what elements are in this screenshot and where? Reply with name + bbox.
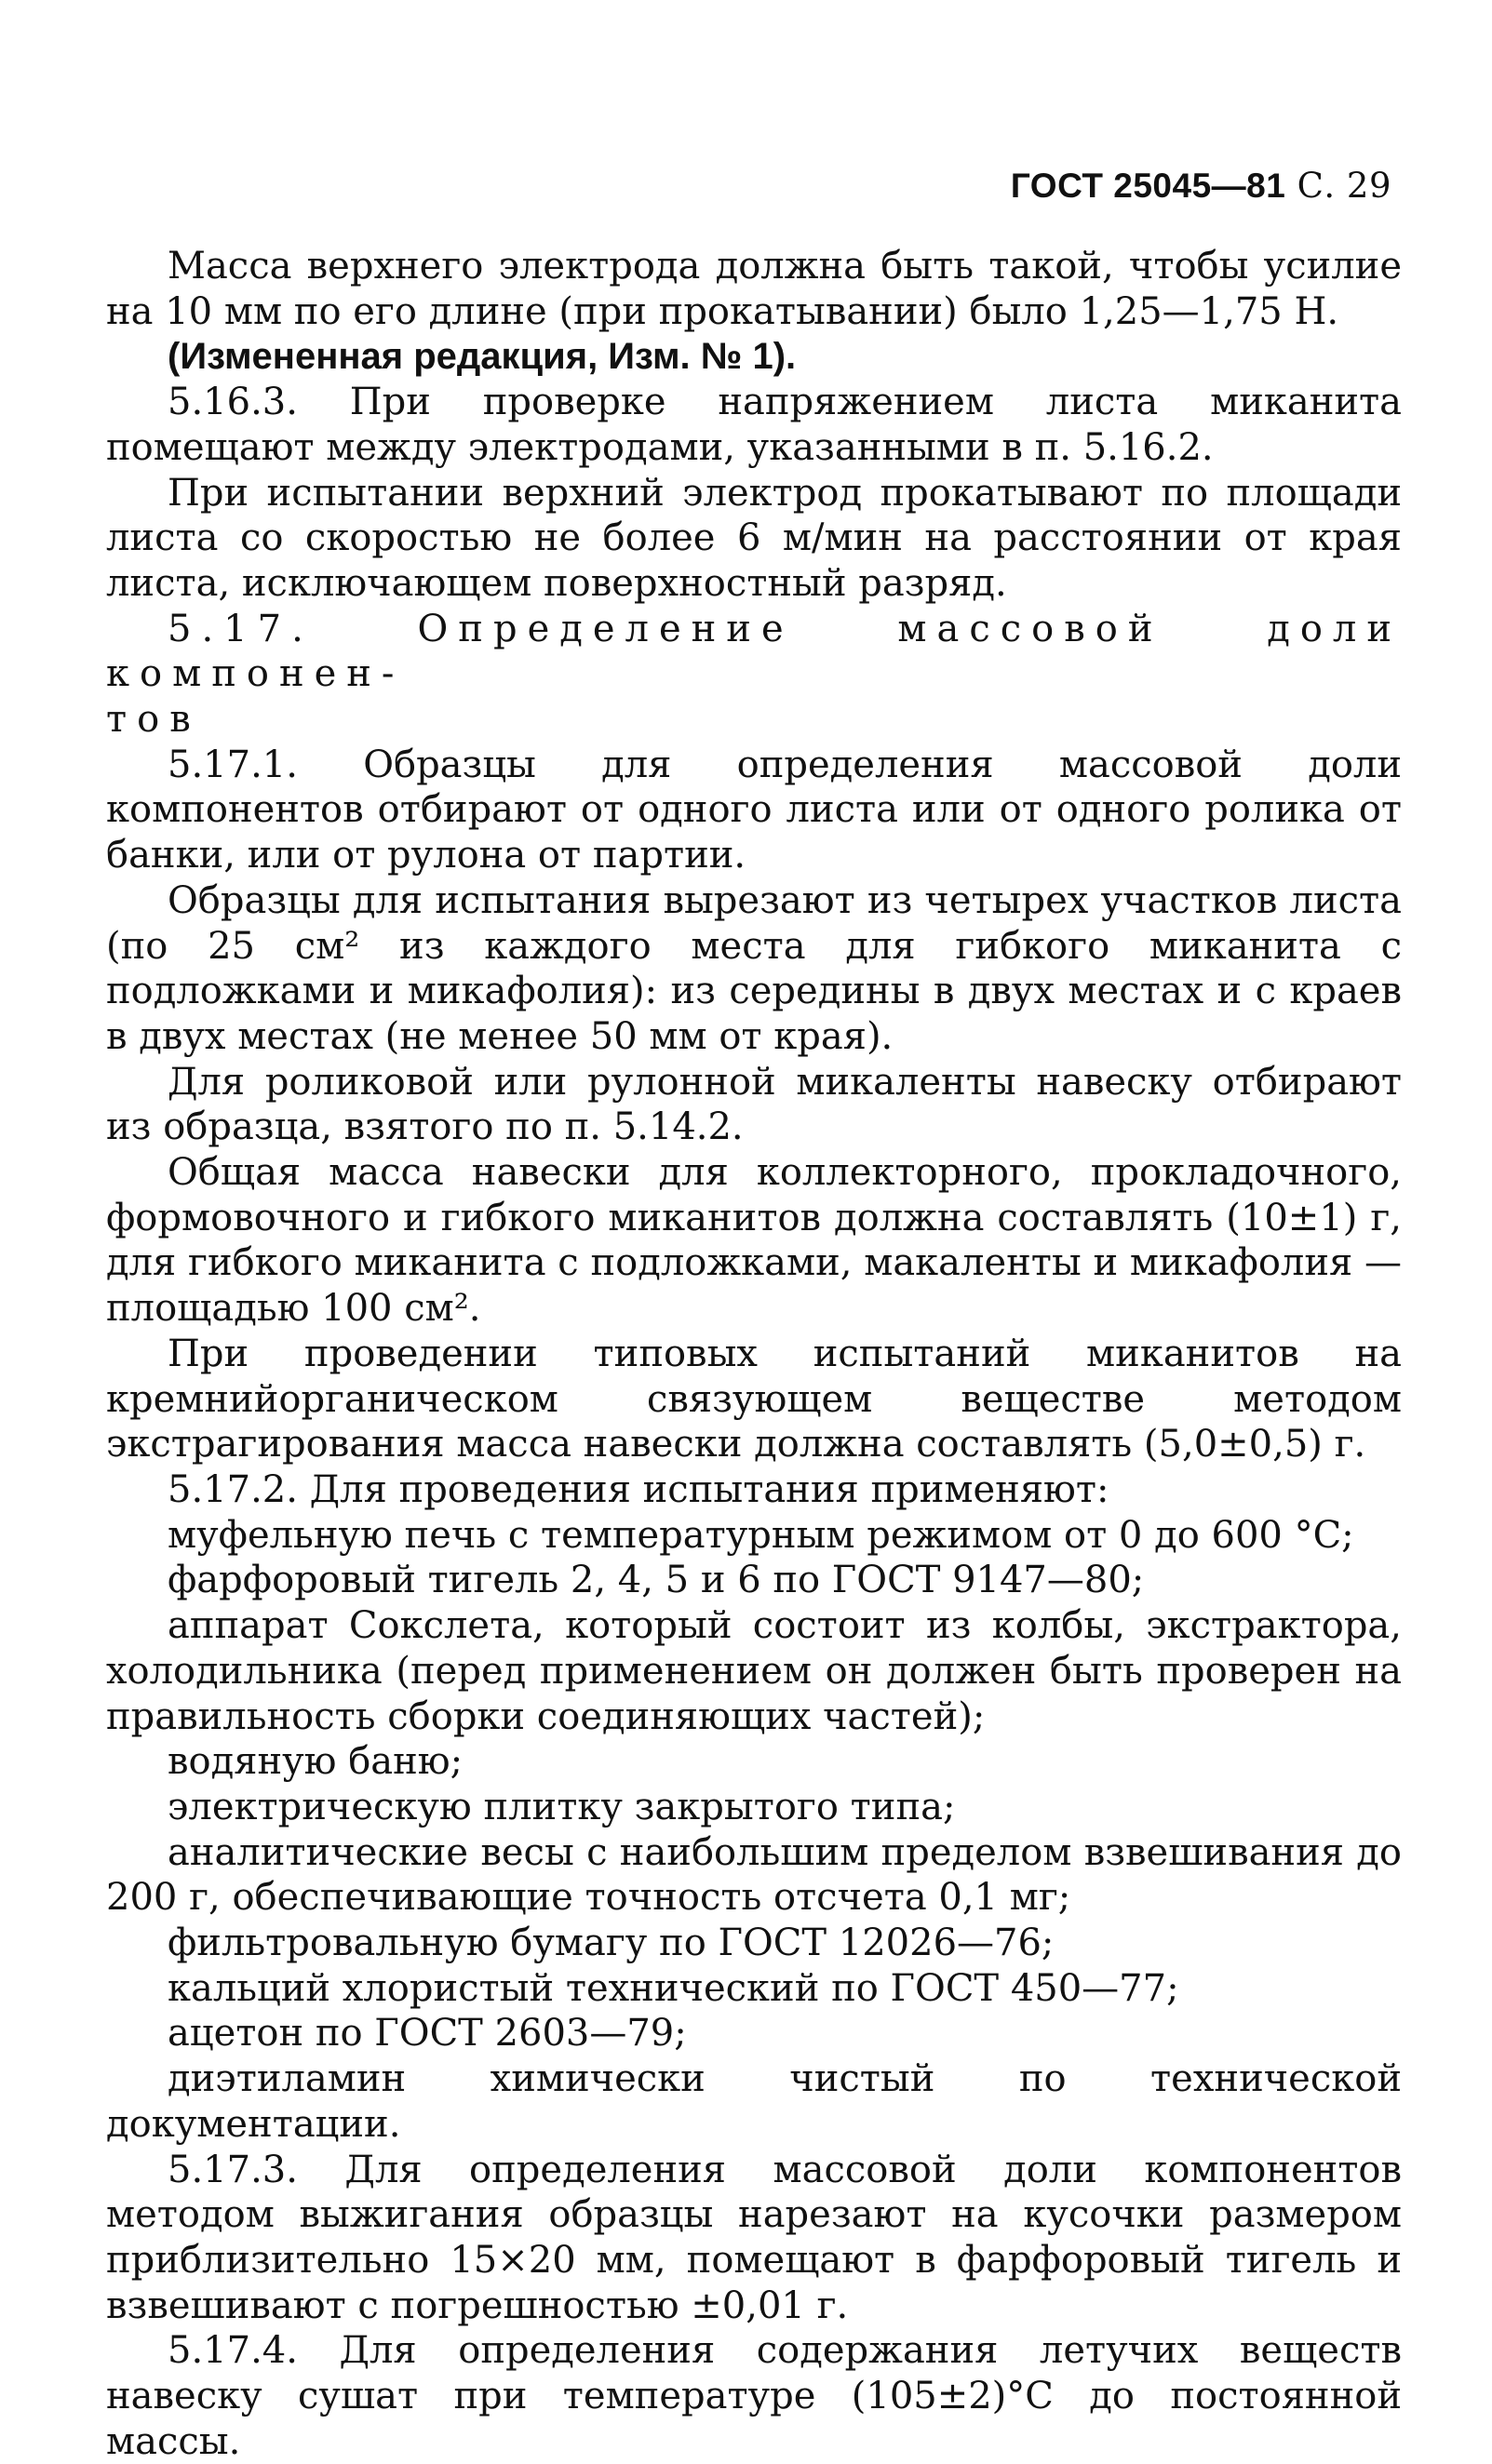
list-item: кальций хлористый технический по ГОСТ 450—77; <box>168 1966 1179 2010</box>
paragraph: При испытании верхний электрод прокатывают по площади листа со скоростью не более 6 м/мин на расстоянии от края листа, исключающем поверхностный разряд. <box>106 471 1402 605</box>
paragraph: Масса верхнего электрода должна быть такой, чтобы усилие на 10 мм по его длине (при прокатывании) было 1,25—1,75 Н. <box>106 245 1402 333</box>
clause-5-17-4: 5.17.4. Для определения содержания летучих веществ навеску сушат при температуре (105±2)°С до постоянной массы. <box>106 2329 1402 2463</box>
page-header <box>1011 166 1391 206</box>
list-item: фильтровальную бумагу по ГОСТ 12026—76; <box>168 1922 1055 1965</box>
list-item: фарфоровый тигель 2, 4, 5 и 6 по ГОСТ 9147—80; <box>168 1559 1145 1602</box>
section-heading-5-17-cont: тов <box>106 698 201 742</box>
amendment-note: (Измененная редакция, Изм. № 1). <box>168 336 797 378</box>
clause-5-17-1: 5.17.1. Образцы для определения массовой доли компонентов отбирают от одного листа или от одного ролика от банки, или от рулона от партии. <box>106 743 1402 877</box>
list-item: аппарат Сокслета, который состоит из колбы, экстрактора, холодильника (перед применением он должен быть проверен на правильность сборки соединяющих частей); <box>106 1604 1402 1738</box>
list-item: аналитические весы с наибольшим пределом взвешивания до 200 г, обеспечивающие точность отсчета 0,1 мг; <box>106 1830 1402 1920</box>
document-body <box>106 244 1402 2464</box>
clause-5-17-3: 5.17.3. Для определения массовой доли компонентов методом выжигания образцы нарезают на кусочки размером приблизительно 15×20 мм, помещают в фарфоровый тигель и взвешивают с погрешностью ±0,01 г. <box>106 2148 1402 2327</box>
list-item: ацетон по ГОСТ 2603—79; <box>168 2012 687 2056</box>
paragraph: При проведении типовых испытаний миканитов на кремнийорганическом связующем веществе методом экстрагирования масса навески должна составлять (5,0±0,5) г. <box>106 1332 1402 1466</box>
paragraph: Общая масса навески для коллекторного, прокладочного, формовочного и гибкого миканитов должна составлять (10±1) г, для гибкого миканита с подложками, макаленты и микафолия — площадью 100 см². <box>106 1151 1402 1331</box>
clause-5-16-3: 5.16.3. При проверке напряжением листа миканита помещают между электродами, указанными в п. 5.16.2. <box>106 381 1402 469</box>
section-heading-5-17: 5.17. Определение массовой доли компонен- <box>106 607 1402 696</box>
list-item: муфельную печь с температурным режимом от 0 до 600 °С; <box>168 1513 1354 1557</box>
list-item: электрическую плитку закрытого типа; <box>168 1785 956 1828</box>
clause-5-17-2: 5.17.2. Для проведения испытания применяют: <box>168 1467 1109 1511</box>
paragraph: Для роликовой или рулонной микаленты навеску отбирают из образца, взятого по п. 5.14.2. <box>106 1060 1402 1149</box>
gost-designation: ГОСТ 25045—81 <box>1010 167 1286 205</box>
list-item: диэтиламин химически чистый по технической документации. <box>106 2057 1402 2146</box>
list-item: водяную баню; <box>168 1740 464 1784</box>
page-number: С. 29 <box>1297 166 1391 206</box>
paragraph: Образцы для испытания вырезают из четырех участков листа (по 25 см² из каждого места для гибкого миканита с подложками и микафолия): из середины в двух местах и с краев в двух местах (не менее 50 мм от края). <box>106 878 1402 1058</box>
